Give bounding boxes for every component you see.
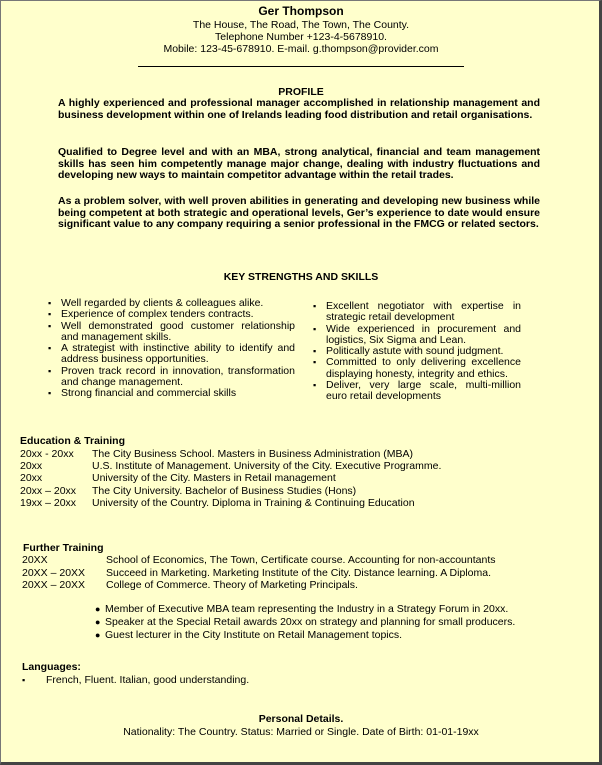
training-row (22, 554, 496, 566)
training-text: School of Economics, The Town, Certificate course. Accounting for non-accountants (106, 554, 496, 566)
skill-item: ▪ Politically astute with sound judgment. (313, 346, 521, 357)
training-bullet: ● Speaker at the Special Retail awards 20xx on strategy and planning for small producers. (95, 616, 516, 628)
further-training-heading: Further Training (23, 542, 104, 554)
personal-details-text: Nationality: The Country. Status: Married or Single. Date of Birth: 01-01-19xx (123, 726, 479, 738)
skill-item: ▪ A strategist with instinctive ability to identify and address business opportunities. (48, 343, 295, 366)
training-row (22, 579, 358, 591)
language-item: ▪ French, Fluent. Italian, good understanding. (22, 674, 250, 686)
education-text: University of the Country. Diploma in Training & Continuing Education (92, 497, 415, 509)
education-date: 20xx (20, 472, 43, 484)
education-heading: Education & Training (20, 435, 126, 447)
education-text: The City University. Bachelor of Business Studies (Hons) (92, 485, 357, 497)
education-row (20, 472, 336, 484)
education-row (20, 460, 441, 472)
skill-item: ▪ Strong financial and commercial skills (48, 388, 295, 399)
skill-item: ▪ Excellent negotiator with expertise in strategic retail development (313, 301, 521, 324)
education-date: 20xx (20, 460, 43, 472)
skill-item: ▪ Committed to only delivering excellence displaying honesty, integrity and ethics. (313, 357, 521, 380)
training-date: 20XX – 20XX (22, 579, 86, 591)
education-date: 19xx – 20xx (20, 497, 77, 509)
education-text: The City Business School. Masters in Business Administration (MBA) (92, 448, 413, 460)
education-row (20, 485, 356, 497)
profile-paragraph: As a problem solver, with well proven abilities in generating and developing new business while being competent at both strategic and operational levels, Ger’s experience to date would ensure significant value to any company requiring a senior professional in the FMCG or related sectors. (58, 195, 540, 231)
skill-item: ▪ Experience of complex tenders contracts. (48, 309, 295, 320)
training-text: College of Commerce. Theory of Marketing Principals. (106, 579, 358, 591)
training-row (22, 567, 491, 579)
header-divider (138, 66, 464, 67)
training-bullet: ● Guest lecturer in the City Institute on Retail Management topics. (95, 629, 403, 641)
skill-item: ▪ Deliver, very large scale, multi-million euro retail developments (313, 380, 521, 403)
skill-item: ▪ Well regarded by clients & colleagues alike. (48, 298, 295, 309)
training-date: 20XX – 20XX (22, 567, 86, 579)
skill-item: ▪ Proven track record in innovation, transformation and change management. (48, 366, 295, 389)
skill-item: ▪ Wide experienced in procurement and logistics, Six Sigma and Lean. (313, 324, 521, 347)
skills-list-left (48, 298, 295, 400)
skills-heading: KEY STRENGTHS AND SKILLS (223, 271, 379, 283)
personal-details-heading: Personal Details. (258, 713, 344, 725)
profile-paragraph: Qualified to Degree level and with an MBA, strong analytical, financial and team management skills has seen him competently manage major change, dealing with industry fluctuations and developing new ways to maintain competitor advantage within the retail trades. (58, 146, 540, 182)
profile-heading: PROFILE (278, 86, 324, 98)
telephone-line: Telephone Number +123-4-5678910. (215, 31, 387, 43)
education-row (20, 448, 413, 460)
profile-paragraph: A highly experienced and professional manager accomplished in relationship management and business development within one of Irelands leading food distribution and retail organisations. (58, 97, 540, 121)
education-row (20, 497, 415, 509)
address-line: The House, The Road, The Town, The County. (192, 19, 410, 31)
education-text: U.S. Institute of Management. University of the City. Executive Programme. (92, 460, 442, 472)
skills-list-right (313, 301, 521, 403)
languages-heading: Languages: (22, 661, 81, 673)
training-text: Succeed in Marketing. Marketing Institute of the City. Distance learning. A Diploma. (106, 567, 491, 579)
education-date: 20xx – 20xx (20, 485, 77, 497)
candidate-name: Ger Thompson (258, 4, 344, 18)
mobile-email-line: Mobile: 123-45-678910. E-mail. g.thompson@provider.com (163, 43, 439, 55)
education-date: 20xx - 20xx (20, 448, 74, 460)
training-date: 20XX (22, 554, 48, 566)
education-text: University of the City. Masters in Retail management (92, 472, 336, 484)
training-bullet: ● Member of Executive MBA team representing the Industry in a Strategy Forum in 20xx. (95, 603, 509, 615)
skill-item: ▪ Well demonstrated good customer relationship and management skills. (48, 321, 295, 344)
